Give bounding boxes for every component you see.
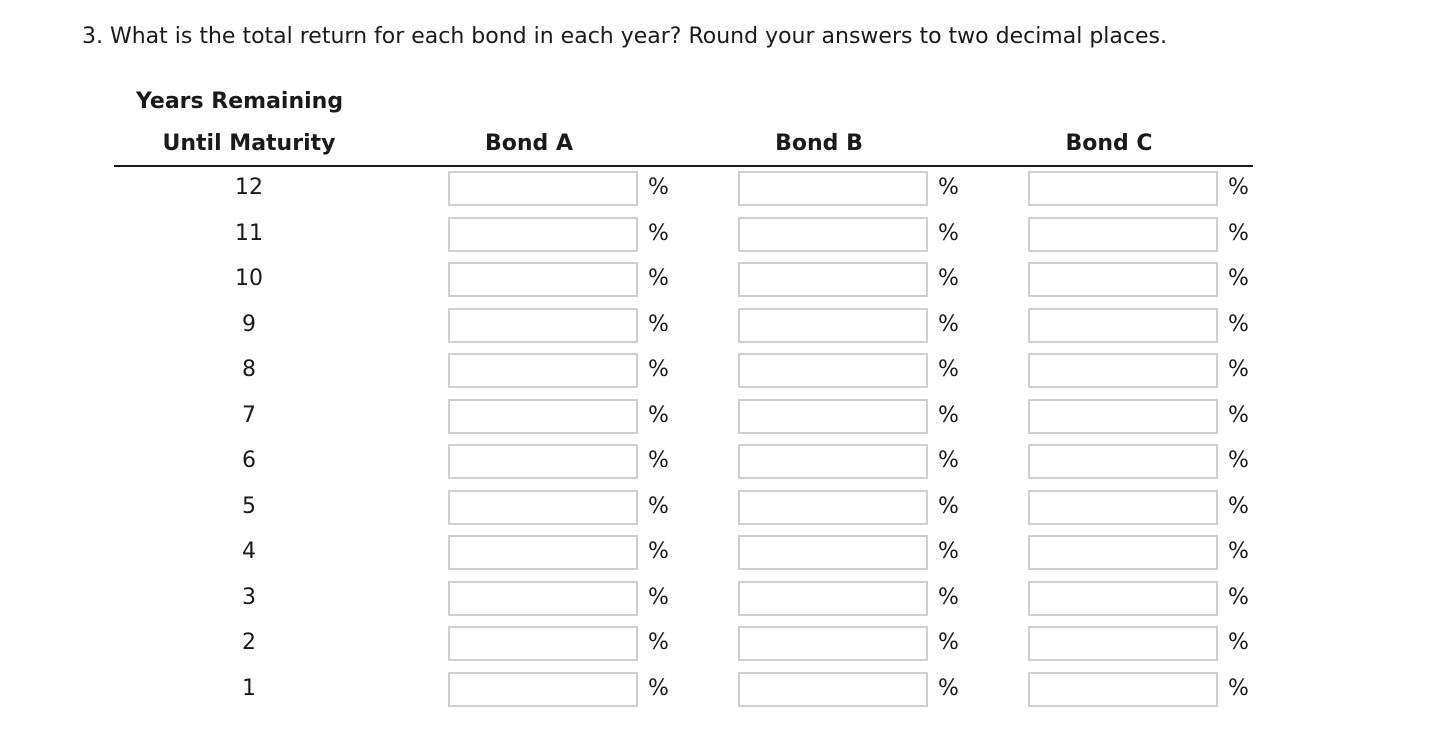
- percent-unit-label: %: [938, 494, 959, 519]
- years-remaining-cell: 4: [242, 539, 256, 564]
- table-row: [0, 579, 1434, 617]
- percent-unit-label: %: [648, 221, 669, 246]
- percent-unit-label: %: [648, 494, 669, 519]
- percent-unit-label: %: [1228, 585, 1249, 610]
- percent-unit-label: %: [1228, 266, 1249, 291]
- percent-unit-label: %: [1228, 539, 1249, 564]
- years-remaining-cell: 7: [242, 403, 256, 428]
- bond-a-return-input[interactable]: [448, 171, 638, 206]
- percent-unit-label: %: [648, 357, 669, 382]
- bond-b-return-input[interactable]: [738, 262, 928, 297]
- percent-unit-label: %: [1228, 221, 1249, 246]
- bond-a-return-input[interactable]: [448, 399, 638, 434]
- bond-b-return-input[interactable]: [738, 672, 928, 707]
- percent-unit-label: %: [648, 403, 669, 428]
- bond-c-return-input[interactable]: [1028, 626, 1218, 661]
- percent-unit-label: %: [1228, 676, 1249, 701]
- bond-b-return-input[interactable]: [738, 626, 928, 661]
- header-years-remaining: Years Remaining: [136, 89, 344, 114]
- bond-a-return-input[interactable]: [448, 353, 638, 388]
- years-remaining-cell: 8: [242, 357, 256, 382]
- percent-unit-label: %: [1228, 357, 1249, 382]
- bond-c-return-input[interactable]: [1028, 171, 1218, 206]
- table-row: [0, 169, 1434, 207]
- bond-c-return-input[interactable]: [1028, 535, 1218, 570]
- percent-unit-label: %: [648, 312, 669, 337]
- years-remaining-cell: 2: [242, 630, 256, 655]
- percent-unit-label: %: [938, 312, 959, 337]
- header-bond-b: Bond B: [775, 131, 863, 156]
- bond-a-return-input[interactable]: [448, 217, 638, 252]
- bond-c-return-input[interactable]: [1028, 581, 1218, 616]
- percent-unit-label: %: [648, 175, 669, 200]
- years-remaining-cell: 11: [235, 221, 263, 246]
- bond-b-return-input[interactable]: [738, 171, 928, 206]
- bond-a-return-input[interactable]: [448, 308, 638, 343]
- bond-c-return-input[interactable]: [1028, 217, 1218, 252]
- table-row: [0, 397, 1434, 435]
- percent-unit-label: %: [938, 403, 959, 428]
- percent-unit-label: %: [1228, 403, 1249, 428]
- bond-b-return-input[interactable]: [738, 217, 928, 252]
- years-remaining-cell: 10: [235, 266, 263, 291]
- bond-b-return-input[interactable]: [738, 581, 928, 616]
- years-remaining-cell: 9: [242, 312, 256, 337]
- table-row: [0, 488, 1434, 526]
- bond-c-return-input[interactable]: [1028, 262, 1218, 297]
- table-row: [0, 442, 1434, 480]
- percent-unit-label: %: [938, 357, 959, 382]
- percent-unit-label: %: [648, 630, 669, 655]
- table-row: [0, 306, 1434, 344]
- percent-unit-label: %: [938, 539, 959, 564]
- percent-unit-label: %: [938, 585, 959, 610]
- question-text: 3. What is the total return for each bond in each year? Round your answers to two decimal places.: [82, 24, 1167, 49]
- table-row: [0, 351, 1434, 389]
- header-until-maturity: Until Maturity: [162, 131, 336, 156]
- percent-unit-label: %: [648, 539, 669, 564]
- percent-unit-label: %: [648, 676, 669, 701]
- bond-b-return-input[interactable]: [738, 353, 928, 388]
- percent-unit-label: %: [1228, 630, 1249, 655]
- percent-unit-label: %: [938, 448, 959, 473]
- bond-b-return-input[interactable]: [738, 399, 928, 434]
- years-remaining-cell: 3: [242, 585, 256, 610]
- bond-a-return-input[interactable]: [448, 626, 638, 661]
- percent-unit-label: %: [938, 266, 959, 291]
- years-remaining-cell: 6: [242, 448, 256, 473]
- percent-unit-label: %: [938, 676, 959, 701]
- percent-unit-label: %: [938, 175, 959, 200]
- table-row: [0, 533, 1434, 571]
- percent-unit-label: %: [1228, 175, 1249, 200]
- bond-c-return-input[interactable]: [1028, 672, 1218, 707]
- years-remaining-cell: 5: [242, 494, 256, 519]
- table-row: [0, 670, 1434, 708]
- bond-c-return-input[interactable]: [1028, 490, 1218, 525]
- percent-unit-label: %: [648, 448, 669, 473]
- bond-c-return-input[interactable]: [1028, 308, 1218, 343]
- years-remaining-cell: 12: [235, 175, 263, 200]
- bond-b-return-input[interactable]: [738, 308, 928, 343]
- bond-a-return-input[interactable]: [448, 581, 638, 616]
- bond-a-return-input[interactable]: [448, 444, 638, 479]
- percent-unit-label: %: [648, 585, 669, 610]
- percent-unit-label: %: [1228, 494, 1249, 519]
- table-row: [0, 260, 1434, 298]
- bond-a-return-input[interactable]: [448, 262, 638, 297]
- percent-unit-label: %: [938, 221, 959, 246]
- table-row: [0, 215, 1434, 253]
- bond-a-return-input[interactable]: [448, 535, 638, 570]
- bond-a-return-input[interactable]: [448, 490, 638, 525]
- percent-unit-label: %: [1228, 448, 1249, 473]
- table-row: [0, 624, 1434, 662]
- percent-unit-label: %: [1228, 312, 1249, 337]
- percent-unit-label: %: [938, 630, 959, 655]
- bond-b-return-input[interactable]: [738, 444, 928, 479]
- bond-b-return-input[interactable]: [738, 535, 928, 570]
- bond-c-return-input[interactable]: [1028, 399, 1218, 434]
- years-remaining-cell: 1: [242, 676, 256, 701]
- bond-b-return-input[interactable]: [738, 490, 928, 525]
- percent-unit-label: %: [648, 266, 669, 291]
- bond-c-return-input[interactable]: [1028, 353, 1218, 388]
- header-bond-a: Bond A: [485, 131, 573, 156]
- bond-a-return-input[interactable]: [448, 672, 638, 707]
- bond-c-return-input[interactable]: [1028, 444, 1218, 479]
- header-bond-c: Bond C: [1065, 131, 1153, 156]
- header-divider: [114, 165, 1253, 167]
